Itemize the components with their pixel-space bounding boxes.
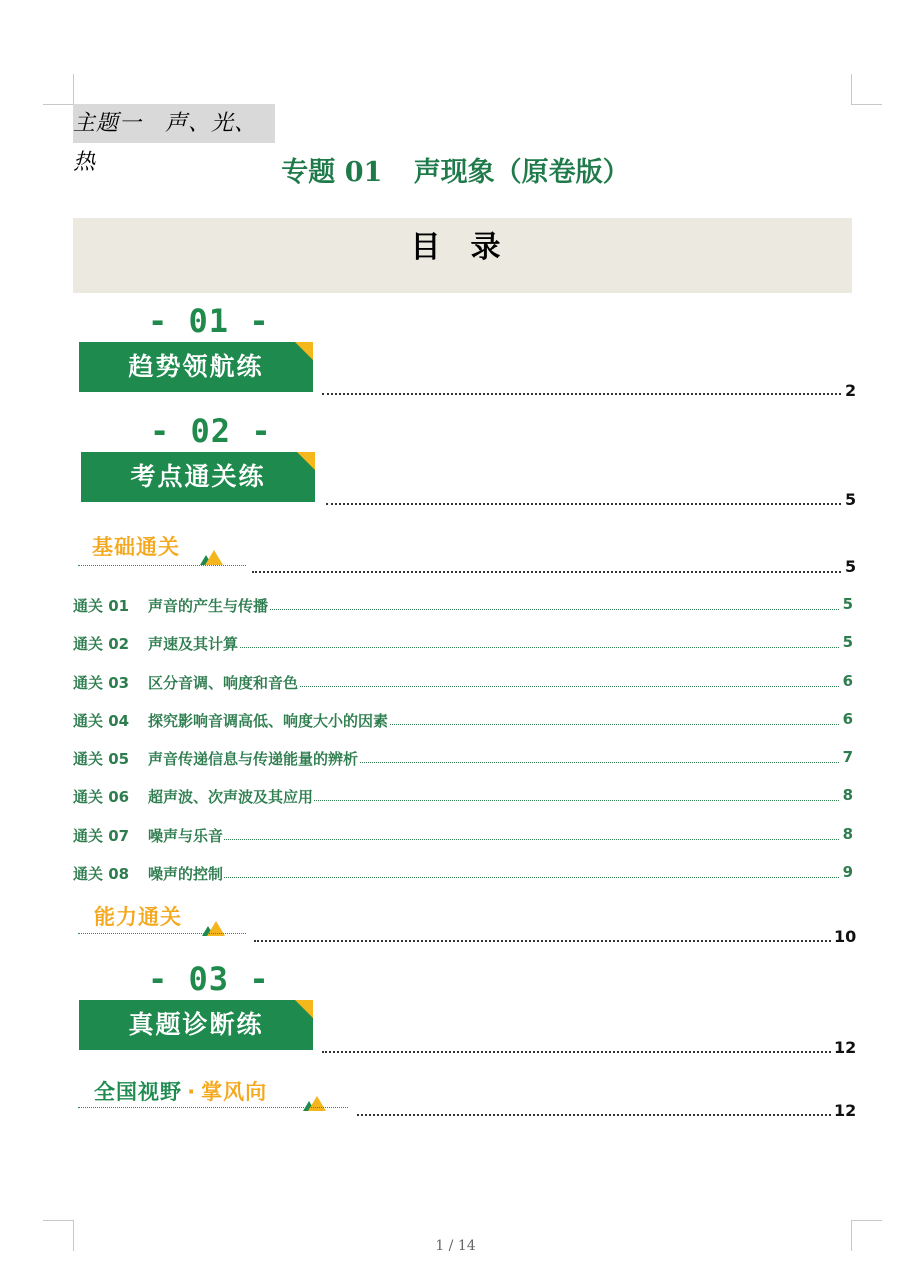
toc-entry-label xyxy=(73,672,299,693)
toc-entry-code: 通关 02 xyxy=(73,635,130,653)
toc-page-number: 12 xyxy=(834,1038,857,1057)
toc-page-number: 8 xyxy=(842,786,853,804)
crop-mark-top-left xyxy=(43,74,74,105)
toc-entry-label xyxy=(73,863,224,884)
subsection-underline xyxy=(78,933,246,934)
toc-entry[interactable] xyxy=(73,595,853,615)
toc-entry-code: 通关 06 xyxy=(73,788,130,806)
toc-page-number: 12 xyxy=(834,1101,857,1120)
topic-header: 主题一 声、光、热 xyxy=(73,104,275,143)
subsection-ability[interactable]: 能力通关 xyxy=(94,905,182,929)
section-banner-label: 考点通关练 xyxy=(130,462,266,491)
toc-entry-code: 通关 05 xyxy=(73,750,130,768)
toc-page-number: 5 xyxy=(845,557,857,576)
section-banner-trend[interactable] xyxy=(79,342,313,392)
section-number-01: - 01 - xyxy=(148,302,270,340)
toc-entry[interactable] xyxy=(73,863,853,883)
toc-entry-label xyxy=(73,595,269,616)
title-number: 01 xyxy=(344,157,383,188)
toc-page-number: 6 xyxy=(842,710,853,728)
page-indicator: 1 / 14 xyxy=(435,1238,476,1254)
toc-entry[interactable] xyxy=(73,825,853,845)
toc-entry-title: 噪声的控制 xyxy=(148,865,224,883)
toc-entry[interactable] xyxy=(73,633,853,653)
toc-entry-title: 声音的产生与传播 xyxy=(148,597,269,615)
document-title xyxy=(0,150,911,189)
toc-entry-label xyxy=(73,633,239,654)
toc-entry-title: 声音传递信息与传递能量的辨析 xyxy=(148,750,359,768)
title-prefix: 专题 xyxy=(281,157,336,188)
subsection-national-separator: · xyxy=(187,1080,197,1104)
toc-entry[interactable] xyxy=(73,672,853,692)
subsection-national-label-a: 全国视野 xyxy=(94,1080,182,1104)
toc-leader xyxy=(252,571,841,573)
subsection-national[interactable] xyxy=(94,1076,267,1106)
toc-leader xyxy=(326,503,841,505)
toc-entry-label xyxy=(73,825,224,846)
subsection-underline xyxy=(78,565,246,566)
toc-entry-label xyxy=(73,748,359,769)
toc-entry-title: 探究影响音调高低、响度大小的因素 xyxy=(148,712,389,730)
toc-page-number: 10 xyxy=(834,927,857,946)
toc-entry-code: 通关 04 xyxy=(73,712,130,730)
toc-entry-code: 通关 01 xyxy=(73,597,130,615)
section-banner-label: 趋势领航练 xyxy=(128,352,264,381)
crop-mark-top-right xyxy=(851,74,882,105)
toc-page-number: 8 xyxy=(842,825,853,843)
toc-leader xyxy=(254,940,831,942)
toc-entry-label xyxy=(73,786,314,807)
toc-entry-code: 通关 08 xyxy=(73,865,130,883)
toc-heading: 目录 xyxy=(410,230,531,265)
mountain-icon xyxy=(205,550,223,565)
toc-entry-title: 超声波、次声波及其应用 xyxy=(148,788,314,806)
section-number-03: - 03 - xyxy=(148,960,270,998)
toc-entry-title: 区分音调、响度和音色 xyxy=(148,674,299,692)
subsection-basic[interactable]: 基础通关 xyxy=(92,535,180,559)
toc-entry[interactable] xyxy=(73,786,853,806)
toc-entry[interactable] xyxy=(73,710,853,730)
section-banner-label: 真题诊断练 xyxy=(128,1010,264,1039)
title-text: 声现象（原卷版） xyxy=(413,157,630,188)
mountain-icon xyxy=(308,1096,326,1111)
toc-entry-title: 声速及其计算 xyxy=(148,635,239,653)
subsection-national-label-b: 掌风向 xyxy=(201,1080,268,1104)
subsection-underline xyxy=(78,1107,348,1108)
toc-leader xyxy=(357,1114,831,1116)
toc-page-number: 7 xyxy=(842,748,853,766)
toc-entry-code: 通关 03 xyxy=(73,674,130,692)
banner-corner-icon xyxy=(295,342,313,360)
toc-page-number: 6 xyxy=(842,672,853,690)
toc-page-number: 2 xyxy=(845,381,857,400)
banner-corner-icon xyxy=(295,1000,313,1018)
toc-page-number: 5 xyxy=(845,490,857,509)
toc-page-number: 9 xyxy=(842,863,853,881)
banner-corner-icon xyxy=(297,452,315,470)
section-number-02: - 02 - xyxy=(150,412,272,450)
toc-entry-code: 通关 07 xyxy=(73,827,130,845)
toc-page-number: 5 xyxy=(842,595,853,613)
toc-entry[interactable] xyxy=(73,748,853,768)
toc-entry-label xyxy=(73,710,389,731)
toc-leader xyxy=(322,393,841,395)
section-banner-checkpoint[interactable] xyxy=(81,452,315,502)
toc-entry-title: 噪声与乐音 xyxy=(148,827,224,845)
toc-leader xyxy=(322,1051,831,1053)
toc-page-number: 5 xyxy=(842,633,853,651)
section-banner-exam[interactable] xyxy=(79,1000,313,1050)
